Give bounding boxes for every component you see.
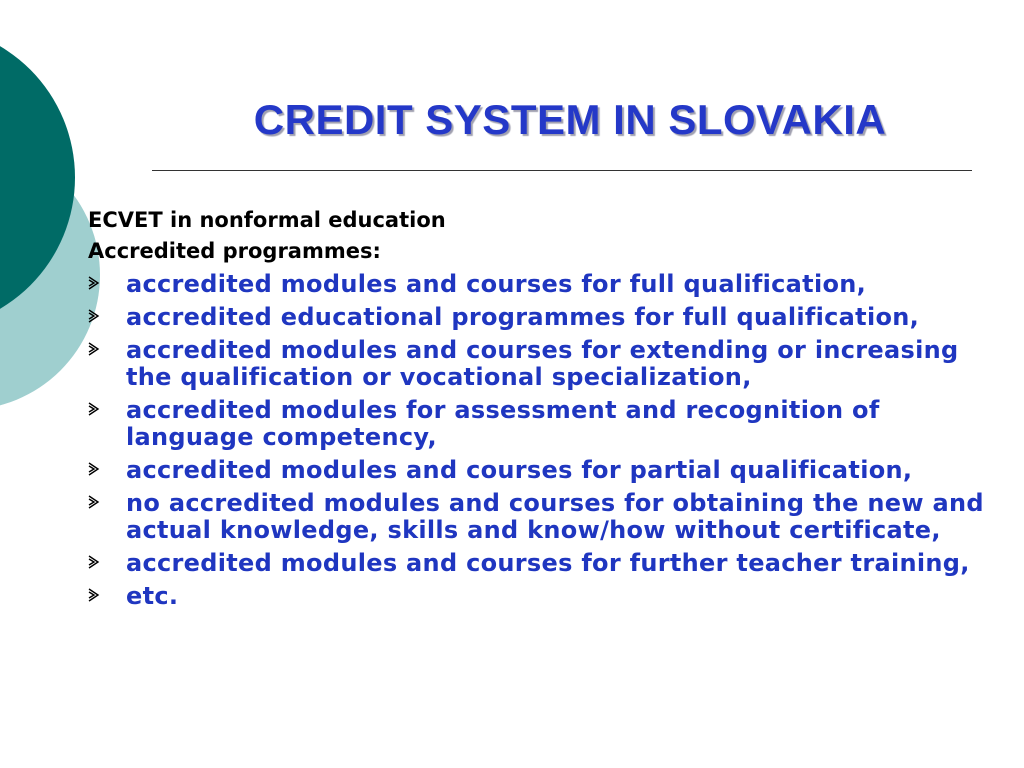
- arrow-bullet-icon: [88, 402, 100, 416]
- bullet-text: accredited modules for assessment and recognition of language competency,: [126, 396, 880, 451]
- arrow-bullet-icon: [88, 495, 100, 509]
- bullet-text: accredited modules and courses for extending or increasing the qualification or vocational specialization,: [126, 336, 959, 391]
- list-item: [88, 397, 1008, 451]
- bullet-text: accredited modules and courses for partial qualification,: [126, 456, 913, 484]
- bullet-text: no accredited modules and courses for obtaining the new and actual knowledge, skills and know/how without certificate,: [126, 489, 984, 544]
- list-item: [88, 583, 1008, 610]
- arrow-bullet-icon: [88, 588, 100, 602]
- list-item: [88, 550, 1008, 577]
- arrow-bullet-icon: [88, 462, 100, 476]
- intro-line-accredited: Accredited programmes:: [88, 239, 381, 263]
- title-divider: [152, 170, 972, 171]
- arrow-bullet-icon: [88, 309, 100, 323]
- slide-body: [88, 205, 1008, 616]
- arrow-bullet-icon: [88, 342, 100, 356]
- bullet-text: accredited educational programmes for full qualification,: [126, 303, 920, 331]
- bullet-text: etc.: [126, 582, 179, 610]
- bullet-text: accredited modules and courses for further teacher training,: [126, 549, 970, 577]
- list-item: [88, 457, 1008, 484]
- list-item: [88, 271, 1008, 298]
- bullet-text: accredited modules and courses for full qualification,: [126, 270, 867, 298]
- arrow-bullet-icon: [88, 555, 100, 569]
- list-item: [88, 490, 1008, 544]
- bullet-list: [88, 271, 1008, 610]
- arrow-bullet-icon: [88, 276, 100, 290]
- list-item: [88, 337, 1008, 391]
- list-item: [88, 304, 1008, 331]
- intro-line-ecvet: ECVET in nonformal education: [88, 208, 446, 232]
- slide-title: CREDIT SYSTEM IN SLOVAKIA: [253, 96, 887, 143]
